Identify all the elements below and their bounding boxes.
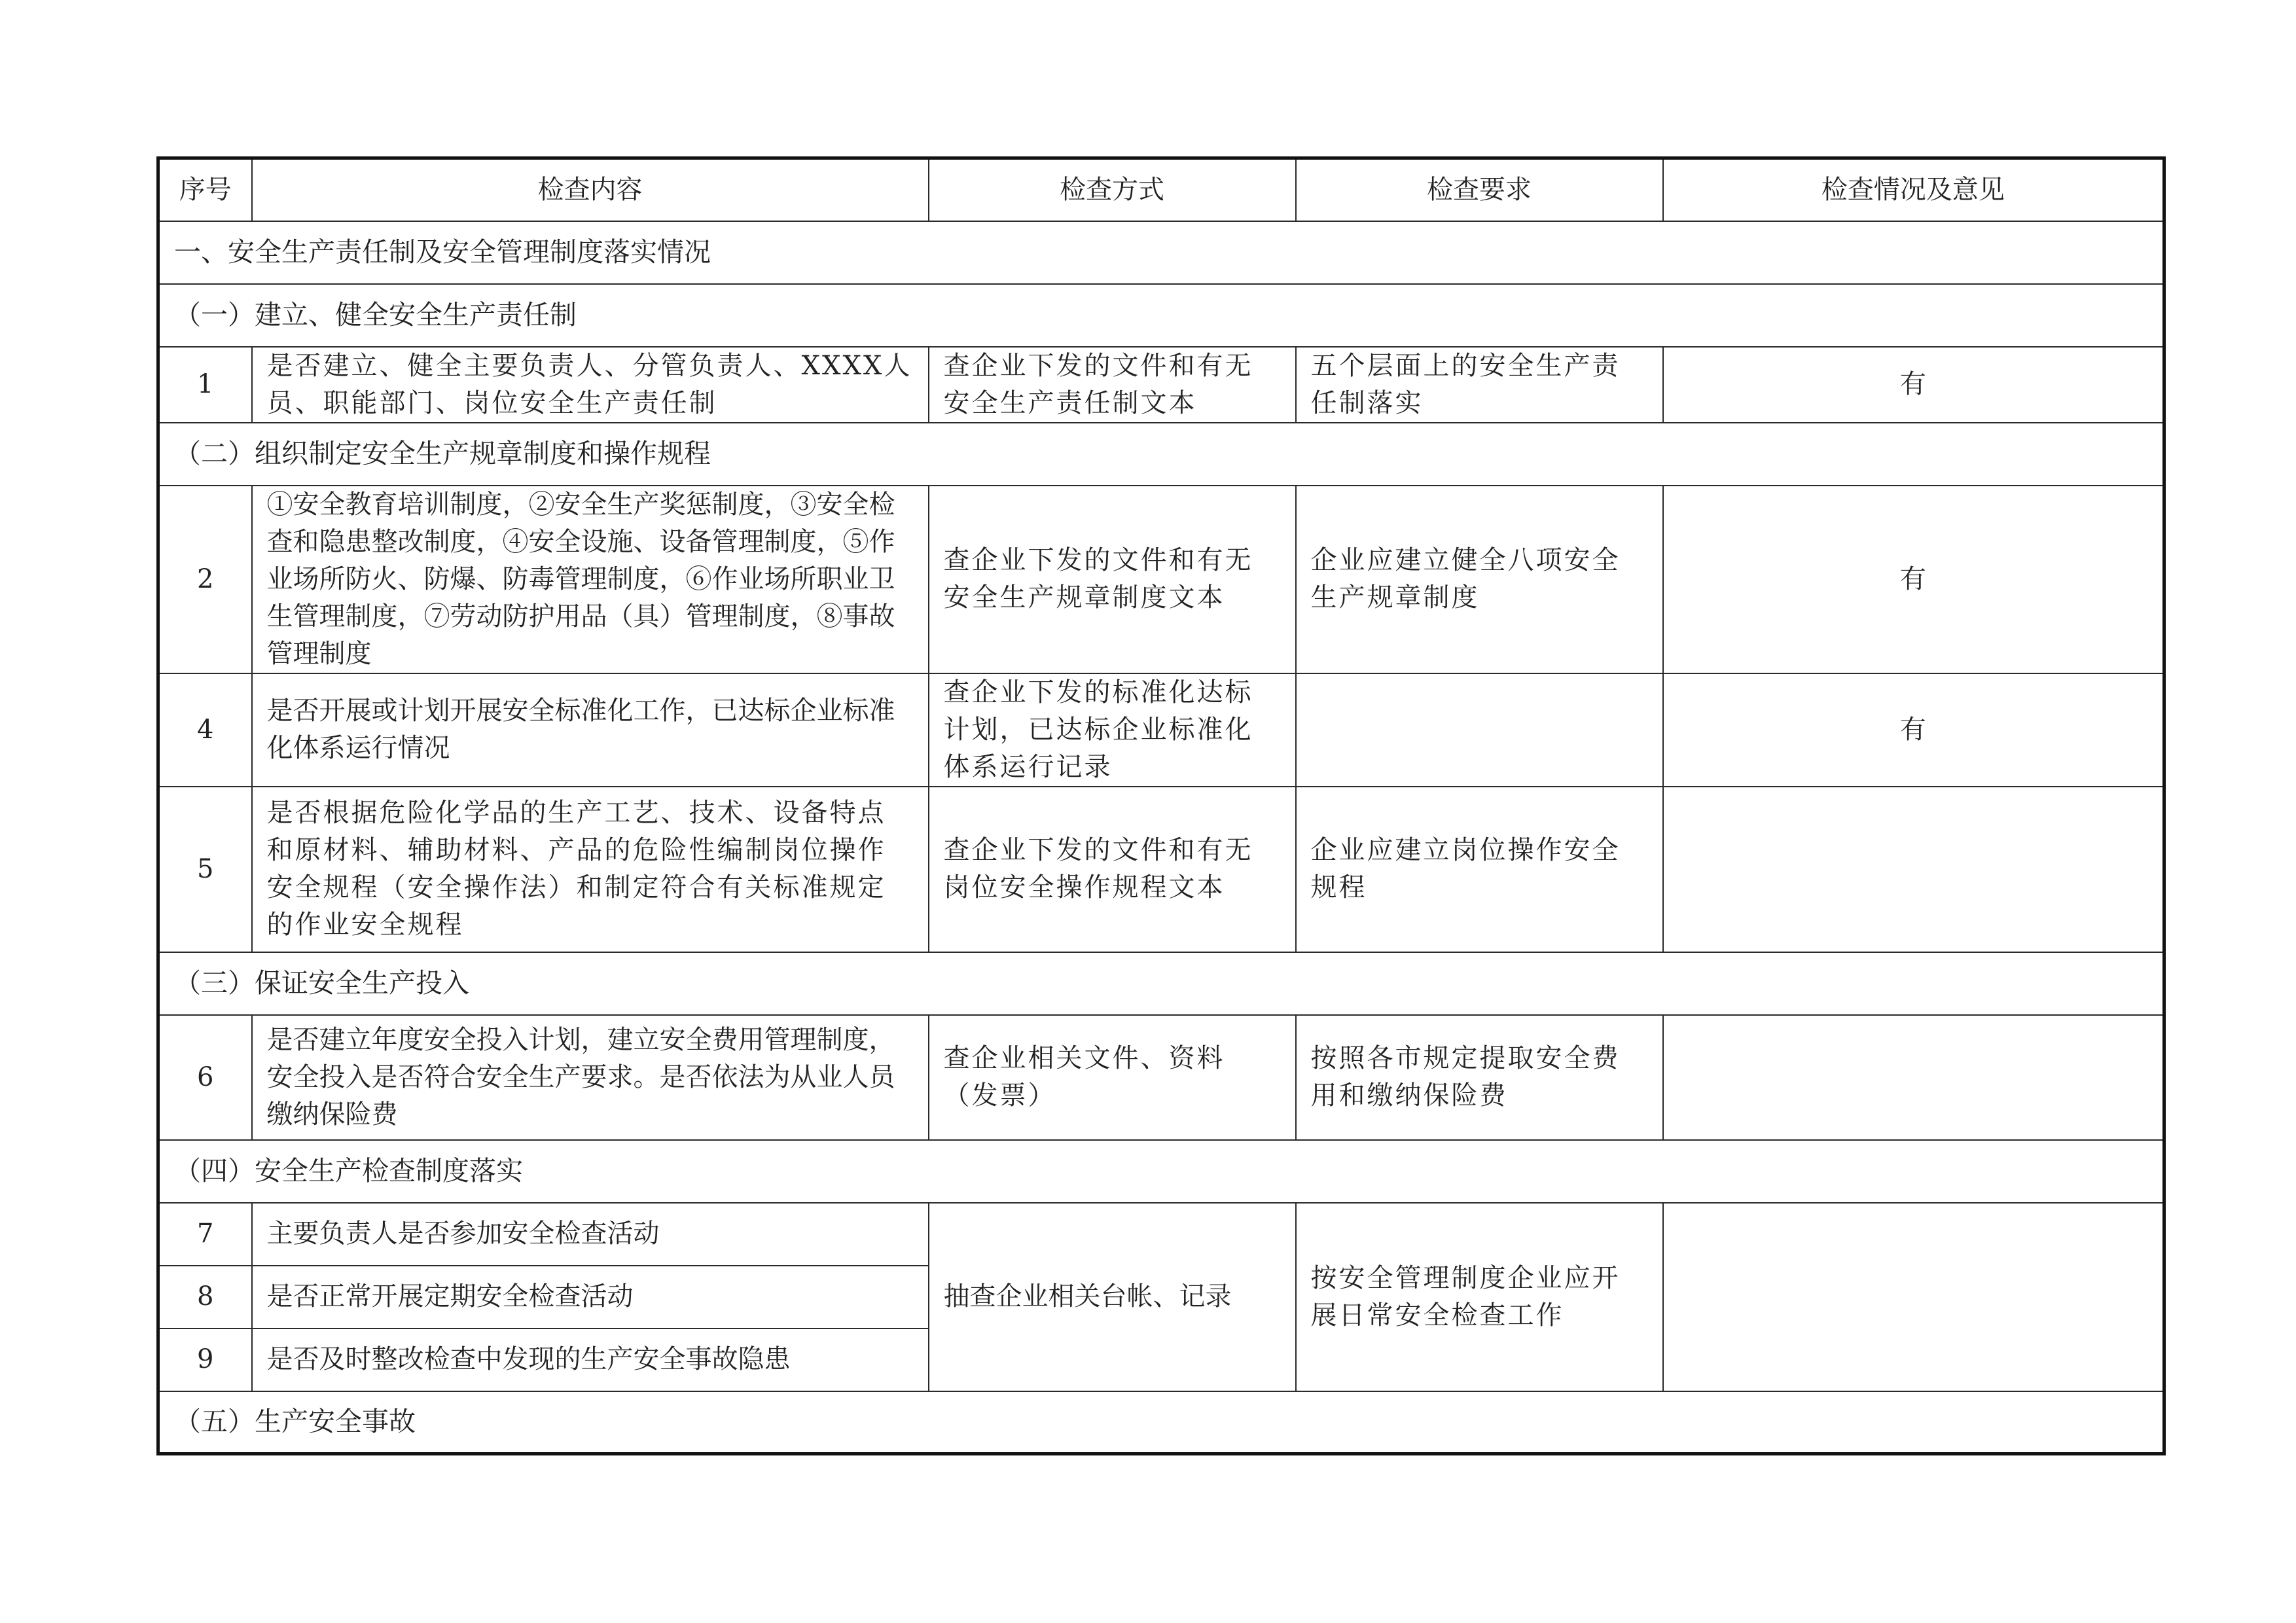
row-index: 6 <box>158 1015 252 1140</box>
table-row <box>158 787 2164 952</box>
row-content: ①安全教育培训制度，②安全生产奖惩制度，③安全检查和隐患整改制度，④安全设施、设备管理制度，⑤作业场所防火、防爆、防毒管理制度，⑥作业场所职业卫生管理制度，⑦劳动防护用品（具）管理制度，⑧事故管理制度 <box>252 486 929 673</box>
row-result: 有 <box>1663 486 2164 673</box>
row-index: 5 <box>158 787 252 952</box>
row-content: 是否开展或计划开展安全标准化工作，已达标企业标准化体系运行情况 <box>252 673 929 787</box>
row-index: 4 <box>158 673 252 787</box>
inspection-table <box>156 156 2166 1455</box>
table-row <box>158 347 2164 423</box>
row-requirement: 按照各市规定提取安全费用和缴纳保险费 <box>1296 1015 1663 1140</box>
subsection-row <box>158 1140 2164 1203</box>
row-index: 9 <box>158 1329 252 1391</box>
row-method: 查企业下发的文件和有无岗位安全操作规程文本 <box>929 787 1296 952</box>
group-method: 抽查企业相关台帐、记录 <box>929 1203 1296 1391</box>
subsection-title-5: （五）生产安全事故 <box>158 1391 2164 1454</box>
subsection-row <box>158 284 2164 347</box>
row-index: 8 <box>158 1266 252 1329</box>
row-method: 查企业下发的文件和有无安全生产责任制文本 <box>929 347 1296 423</box>
row-method: 查企业相关文件、资料（发票） <box>929 1015 1296 1140</box>
row-requirement: 五个层面上的安全生产责任制落实 <box>1296 347 1663 423</box>
row-index: 1 <box>158 347 252 423</box>
section-title: 一、安全生产责任制及安全管理制度落实情况 <box>158 221 2164 284</box>
row-requirement: 企业应建立岗位操作安全规程 <box>1296 787 1663 952</box>
row-index: 2 <box>158 486 252 673</box>
table-row <box>158 486 2164 673</box>
table-row <box>158 1203 2164 1266</box>
subsection-row <box>158 952 2164 1015</box>
subsection-title-4: （四）安全生产检查制度落实 <box>158 1140 2164 1203</box>
row-requirement: 企业应建立健全八项安全生产规章制度 <box>1296 486 1663 673</box>
row-content: 是否正常开展定期安全检查活动 <box>252 1266 929 1329</box>
section-row <box>158 221 2164 284</box>
group-result <box>1663 1203 2164 1391</box>
subsection-title-1: （一）建立、健全安全生产责任制 <box>158 284 2164 347</box>
row-content: 是否建立、健全主要负责人、分管负责人、XXXX人员、职能部门、岗位安全生产责任制 <box>252 347 929 423</box>
row-method: 查企业下发的标准化达标计划，已达标企业标准化体系运行记录 <box>929 673 1296 787</box>
row-result <box>1663 787 2164 952</box>
header-row <box>158 158 2164 221</box>
header-method: 检查方式 <box>929 158 1296 221</box>
table-row <box>158 673 2164 787</box>
subsection-title-3: （三）保证安全生产投入 <box>158 952 2164 1015</box>
subsection-title-2: （二）组织制定安全生产规章制度和操作规程 <box>158 423 2164 486</box>
row-content: 是否建立年度安全投入计划，建立安全费用管理制度，安全投入是否符合安全生产要求。是否依法为从业人员缴纳保险费 <box>252 1015 929 1140</box>
subsection-row <box>158 423 2164 486</box>
row-requirement <box>1296 673 1663 787</box>
row-content: 是否及时整改检查中发现的生产安全事故隐患 <box>252 1329 929 1391</box>
header-index: 序号 <box>158 158 252 221</box>
header-content: 检查内容 <box>252 158 929 221</box>
subsection-row <box>158 1391 2164 1454</box>
row-result <box>1663 1015 2164 1140</box>
group-requirement: 按安全管理制度企业应开展日常安全检查工作 <box>1296 1203 1663 1391</box>
row-index: 7 <box>158 1203 252 1266</box>
row-method: 查企业下发的文件和有无安全生产规章制度文本 <box>929 486 1296 673</box>
row-content: 是否根据危险化学品的生产工艺、技术、设备特点和原材料、辅助材料、产品的危险性编制岗位操作安全规程（安全操作法）和制定符合有关标准规定的作业安全规程 <box>252 787 929 952</box>
table-row <box>158 1015 2164 1140</box>
row-result: 有 <box>1663 673 2164 787</box>
row-content: 主要负责人是否参加安全检查活动 <box>252 1203 929 1266</box>
header-result: 检查情况及意见 <box>1663 158 2164 221</box>
header-requirement: 检查要求 <box>1296 158 1663 221</box>
row-result: 有 <box>1663 347 2164 423</box>
